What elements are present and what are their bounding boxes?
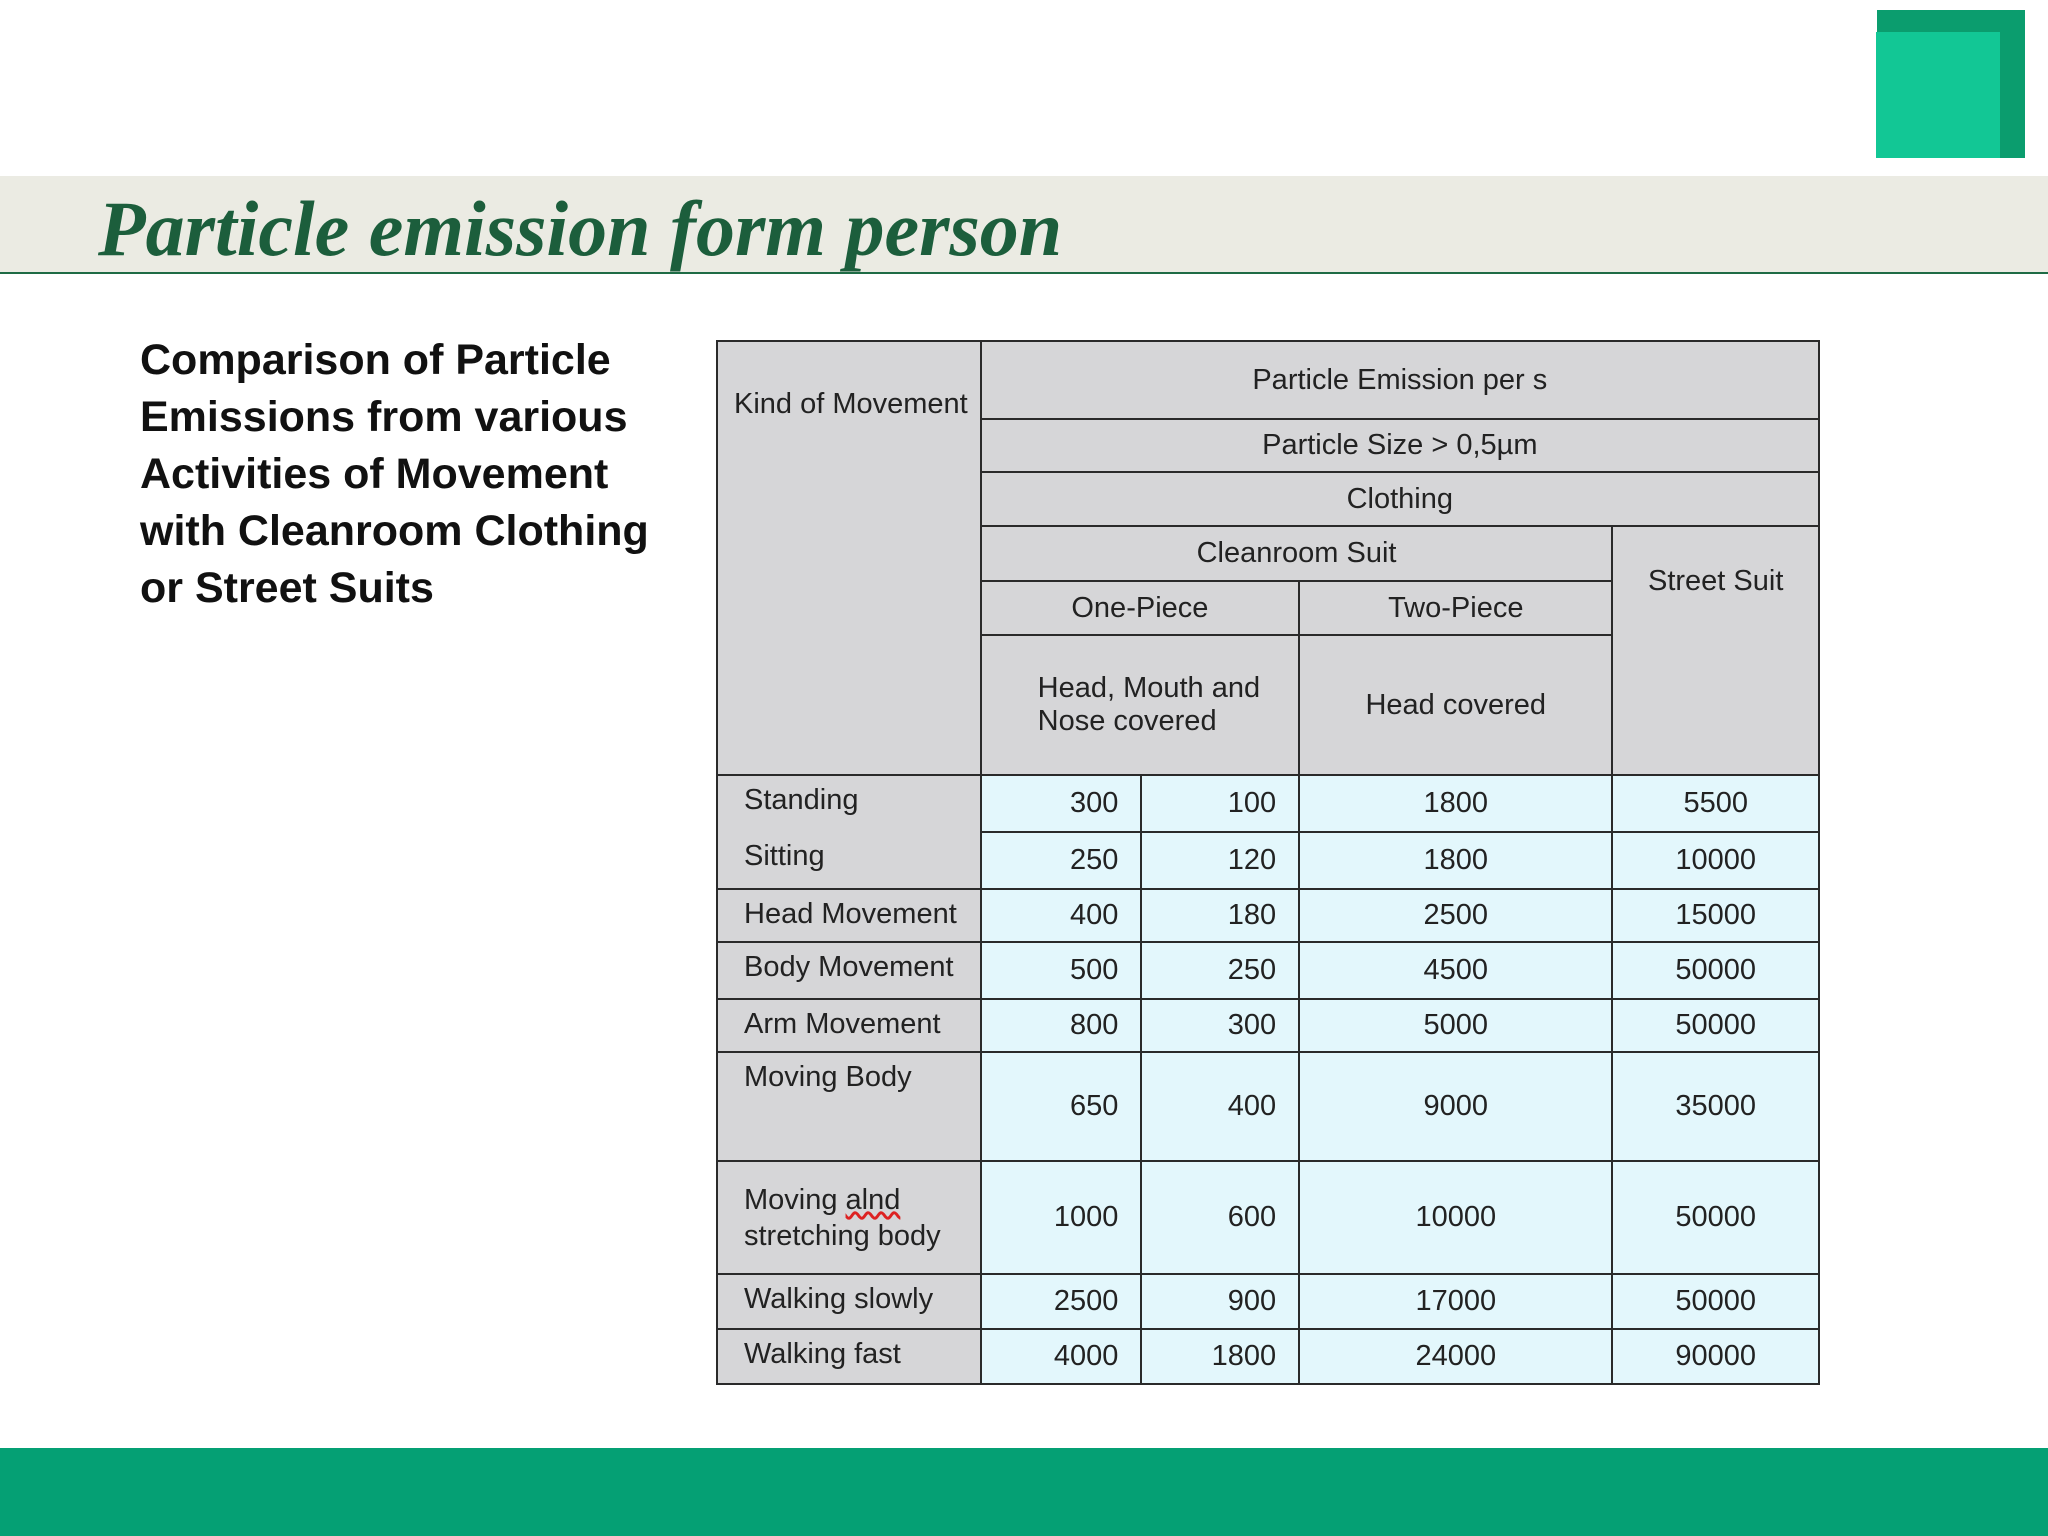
row-label: Arm Movement	[717, 999, 981, 1052]
row-label-part: stretching body	[744, 1220, 941, 1252]
header-clothing: Clothing	[981, 472, 1819, 526]
title-band	[0, 176, 2048, 274]
table-row	[717, 1052, 1819, 1161]
cell-value: 120	[1141, 832, 1299, 889]
caption-line: Activities of Movement	[140, 450, 609, 498]
table-row	[717, 942, 1819, 999]
caption-line: or Street Suits	[140, 564, 434, 612]
row-label-typo: alnd	[845, 1184, 901, 1216]
cell-value: 50000	[1612, 1161, 1819, 1274]
cell-value: 10000	[1299, 1161, 1612, 1274]
header-covered-b: Head covered	[1299, 635, 1612, 775]
slide-caption	[140, 332, 660, 617]
header-cleanroom-suit: Cleanroom Suit	[981, 526, 1613, 581]
cell-value: 4000	[981, 1329, 1142, 1384]
header-two-piece: Two-Piece	[1299, 581, 1612, 635]
cell-value: 10000	[1612, 832, 1819, 889]
table-row	[717, 1329, 1819, 1384]
table-row	[717, 1161, 1819, 1274]
header-kind-of-movement: Kind of Movement	[717, 341, 981, 775]
cell-value: 300	[1141, 999, 1299, 1052]
row-label-part: Moving	[744, 1184, 846, 1216]
cell-value: 50000	[1612, 942, 1819, 999]
cell-value: 90000	[1612, 1329, 1819, 1384]
row-label: Head Movement	[717, 889, 981, 942]
table-row	[717, 1274, 1819, 1329]
cell-value: 100	[1141, 775, 1299, 832]
cell-value: 400	[1141, 1052, 1299, 1161]
row-label: Sitting	[717, 832, 981, 889]
header-street-empty	[1612, 635, 1819, 775]
cell-value: 17000	[1299, 1274, 1612, 1329]
row-label	[717, 1161, 981, 1274]
caption-line: Emissions from various	[140, 393, 628, 441]
cell-value: 35000	[1612, 1052, 1819, 1161]
cell-value: 180	[1141, 889, 1299, 942]
cell-value: 400	[981, 889, 1142, 942]
cell-value: 50000	[1612, 999, 1819, 1052]
header-emission: Particle Emission per s	[981, 341, 1819, 419]
cell-value: 5000	[1299, 999, 1612, 1052]
cell-value: 24000	[1299, 1329, 1612, 1384]
cell-value: 500	[981, 942, 1142, 999]
row-label: Walking fast	[717, 1329, 981, 1384]
cell-value: 2500	[1299, 889, 1612, 942]
cell-value: 250	[1141, 942, 1299, 999]
caption-line: Comparison of Particle	[140, 336, 611, 384]
cell-value: 5500	[1612, 775, 1819, 832]
table-row	[717, 889, 1819, 942]
header-street-suit: Street Suit	[1612, 526, 1819, 635]
cell-value: 1800	[1299, 832, 1612, 889]
cell-value: 4500	[1299, 942, 1612, 999]
row-label: Moving Body	[717, 1052, 981, 1161]
cell-value: 250	[981, 832, 1142, 889]
cell-value: 1800	[1141, 1329, 1299, 1384]
footer-bar	[0, 1448, 2048, 1536]
slide-title: Particle emission form person	[98, 185, 1063, 272]
cell-value: 800	[981, 999, 1142, 1052]
table-row	[717, 775, 1819, 832]
table-row	[717, 999, 1819, 1052]
cell-value: 15000	[1612, 889, 1819, 942]
cell-value: 600	[1141, 1161, 1299, 1274]
row-label: Walking slowly	[717, 1274, 981, 1329]
emission-table	[716, 340, 1820, 1385]
header-particle-size: Particle Size > 0,5µm	[981, 419, 1819, 472]
cell-value: 300	[981, 775, 1142, 832]
cell-value: 900	[1141, 1274, 1299, 1329]
cell-value: 50000	[1612, 1274, 1819, 1329]
cell-value: 9000	[1299, 1052, 1612, 1161]
cell-value: 2500	[981, 1274, 1142, 1329]
corner-decoration	[1876, 32, 2000, 158]
header-one-piece: One-Piece	[981, 581, 1300, 635]
row-label: Standing	[717, 775, 981, 832]
row-label: Body Movement	[717, 942, 981, 999]
cell-value: 1000	[981, 1161, 1142, 1274]
cell-value: 650	[981, 1052, 1142, 1161]
table-row	[717, 832, 1819, 889]
header-covered-a: Head, Mouth and Nose covered	[981, 635, 1300, 775]
cell-value: 1800	[1299, 775, 1612, 832]
caption-line: with Cleanroom Clothing	[140, 507, 649, 555]
